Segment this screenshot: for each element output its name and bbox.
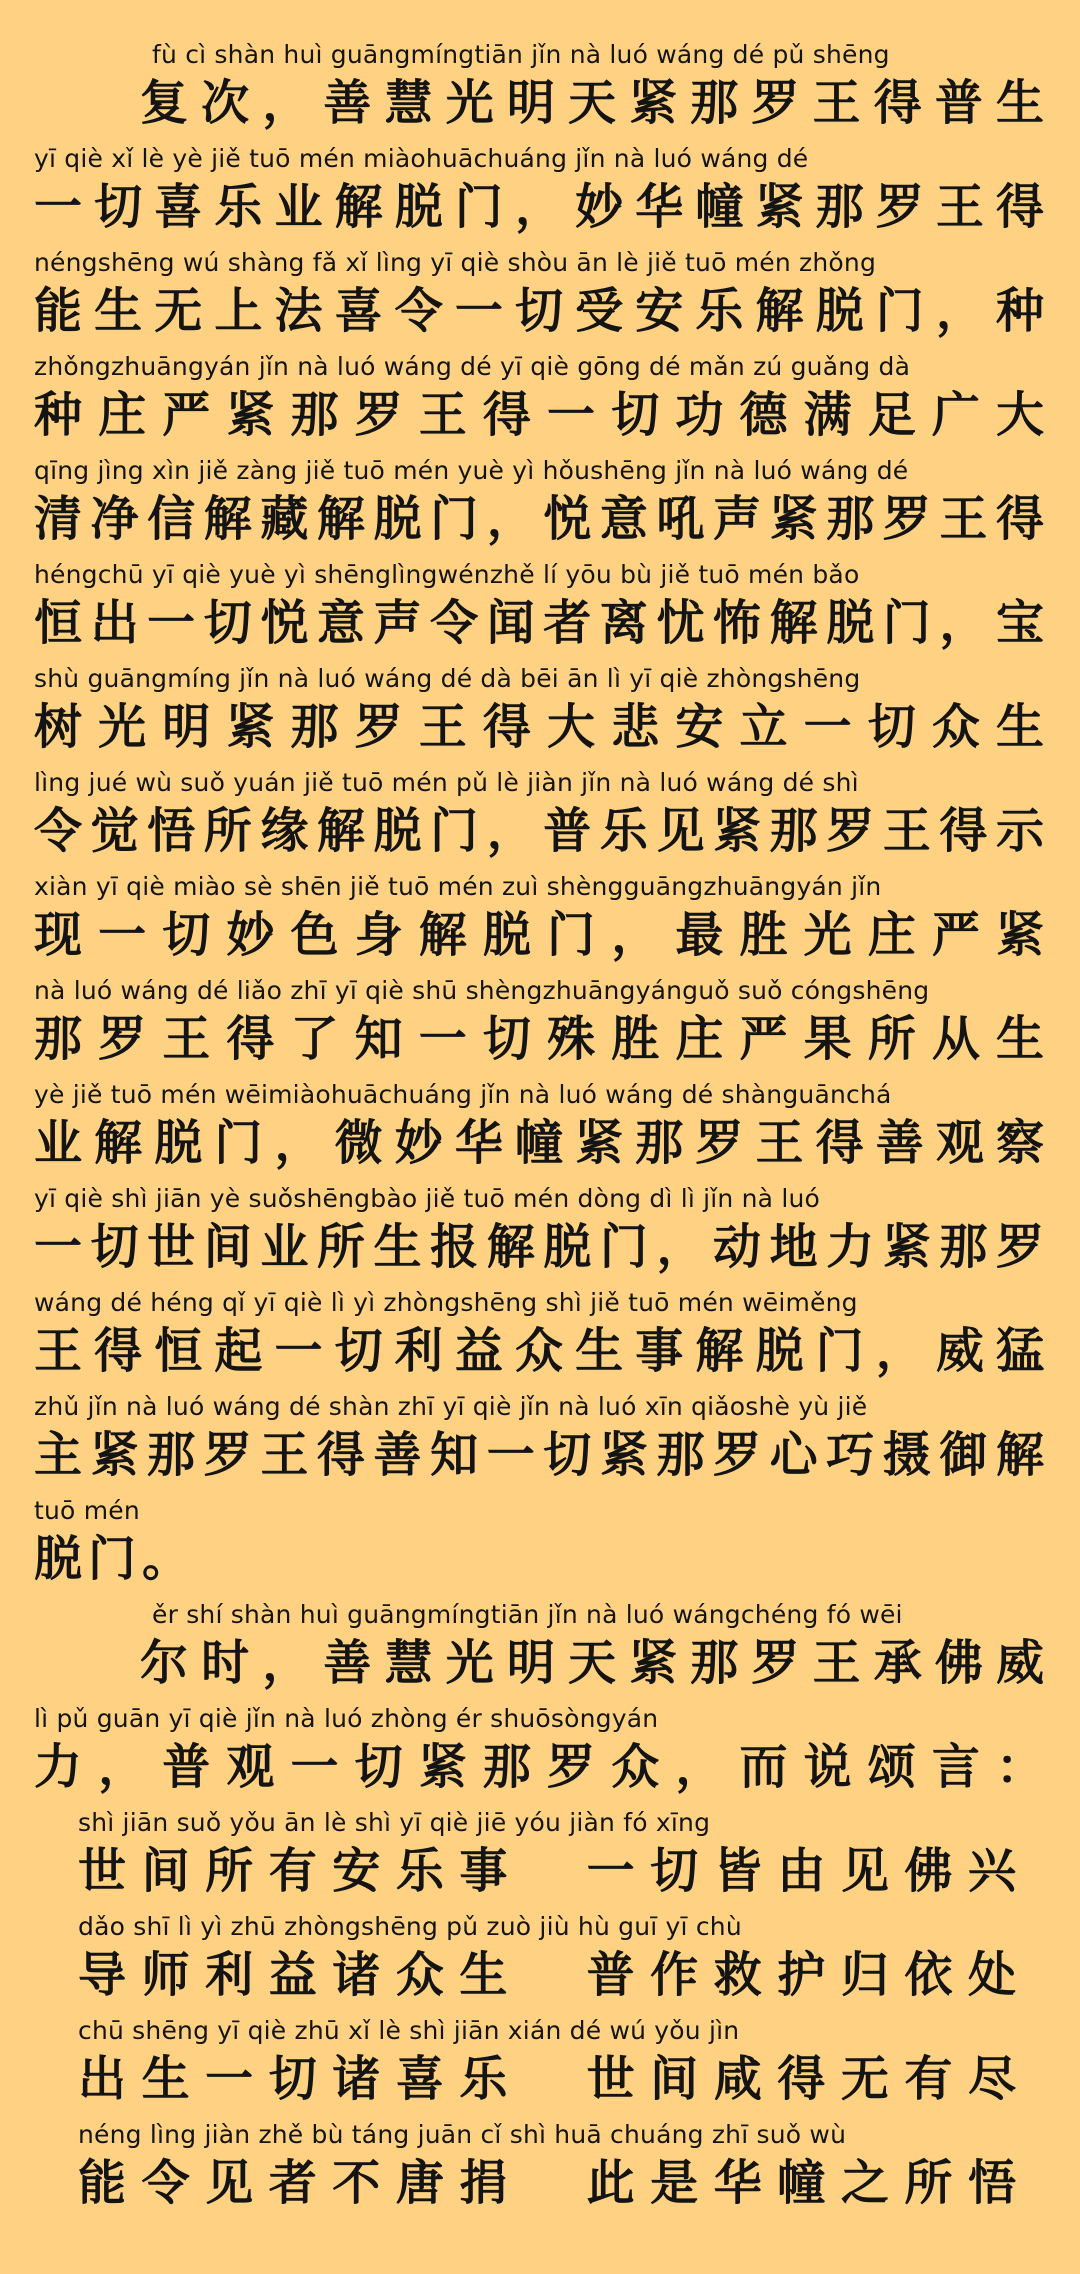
hanzi-line: 种庄严紧那罗王得一切功德满足广大 [34, 387, 1046, 443]
pinyin-line: tuō mén [34, 1496, 140, 1525]
text-line [34, 974, 1046, 1070]
hanzi-line: 脱门。 [34, 1531, 197, 1587]
hanzi-line: 一切喜乐业解脱门，妙华幢紧那罗王得 [34, 179, 1046, 235]
verse-line [78, 1806, 1018, 1902]
hanzi-line: 出生一切诸喜乐 世间咸得无有尽 [78, 2051, 1018, 2107]
pinyin-line: qīng jìng xìn jiě zàng jiě tuō mén yuè yì hǒushēng jǐn nà luó wáng dé [34, 456, 909, 485]
text-line [34, 142, 1046, 238]
pinyin-line: nà luó wáng dé liǎo zhī yī qiè shū shèngzhuāngyánguǒ suǒ cóngshēng [34, 976, 930, 1005]
pinyin-line: fù cì shàn huì guāngmíngtiān jǐn nà luó wáng dé pǔ shēng [152, 40, 890, 69]
text-line [34, 1078, 1046, 1174]
text-line [34, 38, 1046, 134]
hanzi-line: 尔时，善慧光明天紧那罗王承佛威 [140, 1635, 1046, 1691]
hanzi-line: 能生无上法喜令一切受安乐解脱门，种 [34, 283, 1046, 339]
text-line [34, 1182, 1046, 1278]
hanzi-line: 导师利益诸众生 普作救护归依处 [78, 1947, 1018, 2003]
text-line [34, 662, 1046, 758]
text-line [34, 350, 1046, 446]
hanzi-line: 清净信解藏解脱门，悦意吼声紧那罗王得 [34, 491, 1046, 547]
text-line [34, 246, 1046, 342]
pinyin-line: lìng jué wù suǒ yuán jiě tuō mén pǔ lè jiàn jǐn nà luó wáng dé shì [34, 768, 859, 797]
text-line [34, 1286, 1046, 1382]
hanzi-line: 树光明紧那罗王得大悲安立一切众生 [34, 699, 1046, 755]
pinyin-line: néngshēng wú shàng fǎ xǐ lìng yī qiè shòu ān lè jiě tuō mén zhǒng [34, 248, 877, 277]
pinyin-line: zhǒngzhuāngyán jǐn nà luó wáng dé yī qiè gōng dé mǎn zú guǎng dà [34, 352, 911, 381]
pinyin-line: yī qiè xǐ lè yè jiě tuō mén miàohuāchuáng jǐn nà luó wáng dé [34, 144, 809, 173]
hanzi-line: 业解脱门，微妙华幢紧那罗王得善观察 [34, 1115, 1046, 1171]
pinyin-line: wáng dé héng qǐ yī qiè lì yì zhòngshēng shì jiě tuō mén wēiměng [34, 1288, 858, 1317]
hanzi-line: 那罗王得了知一切殊胜庄严果所从生 [34, 1011, 1046, 1067]
text-line [34, 870, 1046, 966]
pinyin-line: yī qiè shì jiān yè suǒshēngbào jiě tuō mén dòng dì lì jǐn nà luó [34, 1184, 821, 1213]
pinyin-line: yè jiě tuō mén wēimiàohuāchuáng jǐn nà luó wáng dé shànguānchá [34, 1080, 892, 1109]
hanzi-line: 复次，善慧光明天紧那罗王得普生 [140, 75, 1046, 131]
text-line [34, 1702, 1046, 1798]
pinyin-line: héngchū yī qiè yuè yì shēnglìngwénzhě lí yōu bù jiě tuō mén bǎo [34, 560, 860, 589]
hanzi-line: 世间所有安乐事 一切皆由见佛兴 [78, 1843, 1018, 1899]
hanzi-line: 一切世间业所生报解脱门，动地力紧那罗 [34, 1219, 1046, 1275]
pinyin-line: shì jiān suǒ yǒu ān lè shì yī qiè jiē yóu jiàn fó xīng [78, 1808, 711, 1837]
hanzi-line: 力，普观一切紧那罗众，而说颂言： [34, 1739, 1046, 1795]
hanzi-line: 王得恒起一切利益众生事解脱门，威猛 [34, 1323, 1046, 1379]
pinyin-line: dǎo shī lì yì zhū zhòngshēng pǔ zuò jiù hù guī yī chù [78, 1912, 742, 1941]
verse-line [78, 1910, 1018, 2006]
verse-line [78, 2118, 1018, 2214]
pinyin-line: chū shēng yī qiè zhū xǐ lè shì jiān xián dé wú yǒu jìn [78, 2016, 740, 2045]
pinyin-line: zhǔ jǐn nà luó wáng dé shàn zhī yī qiè jǐn nà luó xīn qiǎoshè yù jiě [34, 1392, 868, 1421]
pinyin-line: néng lìng jiàn zhě bù táng juān cǐ shì huā chuáng zhī suǒ wù [78, 2120, 847, 2149]
pinyin-line: lì pǔ guān yī qiè jǐn nà luó zhòng ér shuōsòngyán [34, 1704, 659, 1733]
hanzi-line: 能令见者不唐捐 此是华幢之所悟 [78, 2155, 1018, 2211]
pinyin-line: shù guāngmíng jǐn nà luó wáng dé dà bēi ān lì yī qiè zhòngshēng [34, 664, 861, 693]
text-line [34, 454, 1046, 550]
text-line [34, 1494, 1046, 1590]
verse-line [78, 2014, 1018, 2110]
hanzi-line: 主紧那罗王得善知一切紧那罗心巧摄御解 [34, 1427, 1046, 1483]
hanzi-line: 令觉悟所缘解脱门，普乐见紧那罗王得示 [34, 803, 1046, 859]
text-line [34, 766, 1046, 862]
text-line [34, 1390, 1046, 1486]
pinyin-line: ěr shí shàn huì guāngmíngtiān jǐn nà luó wángchéng fó wēi [152, 1600, 903, 1629]
hanzi-line: 现一切妙色身解脱门，最胜光庄严紧 [34, 907, 1046, 963]
pinyin-line: xiàn yī qiè miào sè shēn jiě tuō mén zuì shèngguāngzhuāngyán jǐn [34, 872, 882, 901]
text-line [34, 558, 1046, 654]
text-line [34, 1598, 1046, 1694]
hanzi-line: 恒出一切悦意声令闻者离忧怖解脱门，宝 [34, 595, 1046, 651]
